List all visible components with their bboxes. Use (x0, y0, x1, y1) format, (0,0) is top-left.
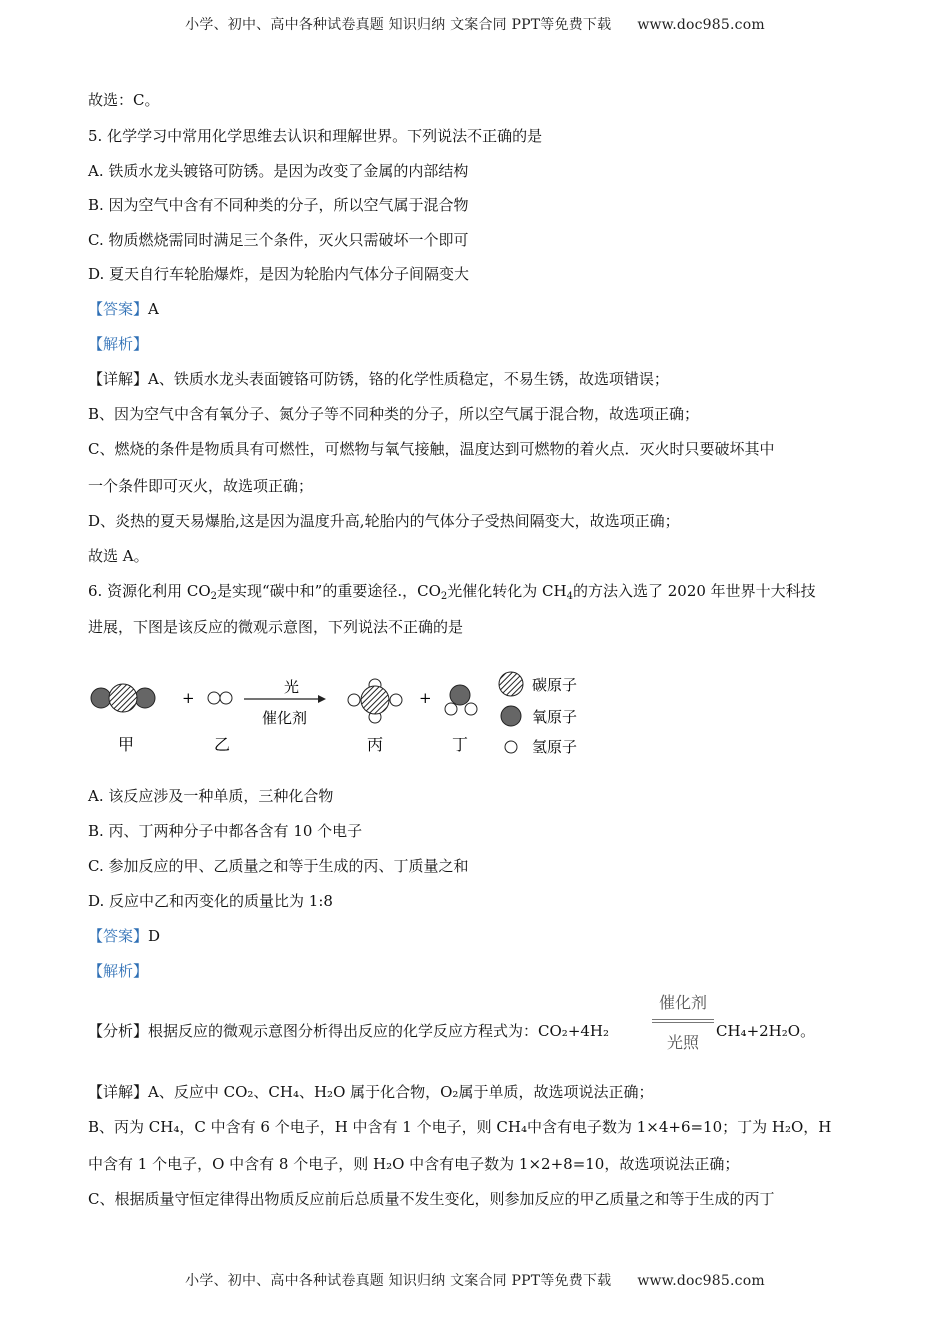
equation-condition (650, 990, 716, 1054)
equation-bar (652, 1022, 714, 1023)
plus-sign: + (182, 689, 195, 707)
carbon-legend-icon (499, 672, 523, 696)
equation-bar (652, 1019, 714, 1020)
stem-part: 的方法入选了 2020 年世界十大科技 (572, 582, 816, 600)
header-text: 小学、初中、高中各种试卷真题 知识归纳 文案合同 PPT等免费下载 (185, 17, 612, 33)
q5-detail-d: D、炎热的夏天易爆胎,这是因为温度升高,轮胎内的气体分子受热间隔变大，故选项正确； (88, 512, 680, 530)
prev-answer: 故选：C。 (88, 91, 160, 109)
q6-detail-c: C、根据质量守恒定律得出物质反应前后总质量不发生变化，则参加反应的甲乙质量之和等于生成的丙丁 (88, 1190, 775, 1208)
equation-left: CO₂+4H₂ (538, 1022, 610, 1040)
q6-option-a: A. 该反应涉及一种单质，三种化合物 (88, 787, 334, 805)
stem-part: 是实现“碳中和”的重要途径.，CO (217, 582, 441, 600)
legend-carbon: 碳原子 (532, 676, 578, 694)
label-jia: 甲 (118, 735, 135, 754)
fenxi-tag: 【分析】 (88, 1022, 149, 1040)
legend-hydrogen: 氢原子 (532, 738, 578, 756)
answer-tag: 【答案】 (88, 927, 149, 945)
co2-molecule (91, 684, 155, 712)
subscript: 4 (566, 591, 573, 602)
q6-answer (88, 926, 160, 946)
plus-sign: + (419, 689, 432, 707)
h2-molecule (208, 692, 232, 704)
q6-option-c: C. 参加反应的甲、乙质量之和等于生成的丙、丁质量之和 (88, 857, 469, 875)
oxygen-legend-icon (501, 706, 521, 726)
q5-detail-c1: C、燃烧的条件是物质具有可燃性，可燃物与氧气接触，温度达到可燃物的着火点．灭火时只要破坏其中 (88, 440, 775, 458)
q6-detail-b1: B、丙为 CH₄，C 中含有 6 个电子，H 中含有 1 个电子，则 CH₄中含有电子数为 1×4+6=10；丁为 H₂O，H (88, 1118, 832, 1136)
detail-a-text: A、铁质水龙头表面镀铬可防锈，铬的化学性质稳定，不易生锈，故选项错误； (148, 370, 669, 388)
q5-option-b: B. 因为空气中含有不同种类的分子，所以空气属于混合物 (88, 196, 469, 214)
q5-detail-a (88, 369, 669, 389)
hydrogen-legend-icon (505, 741, 517, 753)
fenxi-text: 根据反应的微观示意图分析得出反应的化学反应方程式为： (148, 1022, 539, 1040)
q5-option-d: D. 夏天自行车轮胎爆炸，是因为轮胎内气体分子间隔变大 (88, 265, 470, 283)
answer-tag: 【答案】 (88, 300, 149, 318)
answer-value: D (148, 927, 161, 945)
arrow-top-label: 光 (284, 678, 300, 696)
q6-option-b: B. 丙、丁两种分子中都各含有 10 个电子 (88, 822, 363, 840)
legend (499, 672, 577, 756)
q5-stem: 5. 化学学习中常用化学思维去认识和理解世界。下列说法不正确的是 (88, 127, 543, 145)
q6-detail-a (88, 1082, 653, 1102)
arrow-head (318, 695, 326, 703)
detail-tag: 【详解】 (88, 370, 149, 388)
label-bing: 丙 (367, 735, 384, 754)
q6-option-d: D. 反应中乙和丙变化的质量比为 1:8 (88, 892, 333, 910)
q5-conclusion: 故选 A。 (88, 547, 149, 565)
footer-text: 小学、初中、高中各种试卷真题 知识归纳 文案合同 PPT等免费下载 (185, 1273, 612, 1289)
q5-option-a: A. 铁质水龙头镀铬可防锈。是因为改变了金属的内部结构 (88, 162, 469, 180)
arrow-bottom-label: 催化剂 (262, 709, 308, 727)
reaction-diagram (86, 668, 596, 768)
q5-detail-b: B、因为空气中含有氧分子、氮分子等不同种类的分子，所以空气属于混合物，故选项正确； (88, 405, 700, 423)
stem-part: 6. 资源化利用 CO (88, 582, 211, 600)
page-footer (0, 1270, 950, 1290)
label-yi: 乙 (214, 735, 231, 754)
detail-a-text: A、反应中 CO₂、CH₄、H₂O 属于化合物，O₂属于单质，故选项说法正确； (148, 1083, 654, 1101)
q5-answer (88, 299, 159, 319)
q6-detail-b2: 中含有 1 个电子，O 中含有 8 个电子，则 H₂O 中含有电子数为 1×2+8=10，故选项说法正确； (88, 1155, 740, 1173)
page-header (0, 14, 950, 34)
equation-right: CH₄+2H₂O。 (716, 1022, 816, 1040)
q6-stem-line2: 进展，下图是该反应的微观示意图，下列说法不正确的是 (88, 618, 464, 636)
q5-analysis-tag: 【解析】 (88, 335, 149, 353)
q6-fenxi (88, 1021, 609, 1041)
q6-analysis-tag: 【解析】 (88, 962, 149, 980)
answer-value: A (148, 300, 159, 318)
footer-site-link[interactable]: www.doc985.com (637, 1273, 765, 1289)
header-site-link[interactable]: www.doc985.com (637, 17, 765, 33)
stem-part: 光催化转化为 CH (447, 582, 567, 600)
subscript: 2 (440, 591, 448, 602)
q5-detail-c2: 一个条件即可灭火，故选项正确； (88, 477, 314, 495)
q6-stem-line1 (88, 581, 816, 601)
q5-option-c: C. 物质燃烧需同时满足三个条件，灭火只需破坏一个即可 (88, 231, 469, 249)
subscript: 2 (210, 591, 217, 602)
h2o-molecule (445, 685, 477, 715)
label-ding: 丁 (452, 735, 469, 754)
detail-tag: 【详解】 (88, 1083, 149, 1101)
legend-oxygen: 氧原子 (532, 708, 578, 726)
equation-catalyst: 催化剂 (658, 993, 707, 1012)
ch4-molecule (348, 679, 402, 723)
equation-light: 光照 (666, 1033, 699, 1052)
